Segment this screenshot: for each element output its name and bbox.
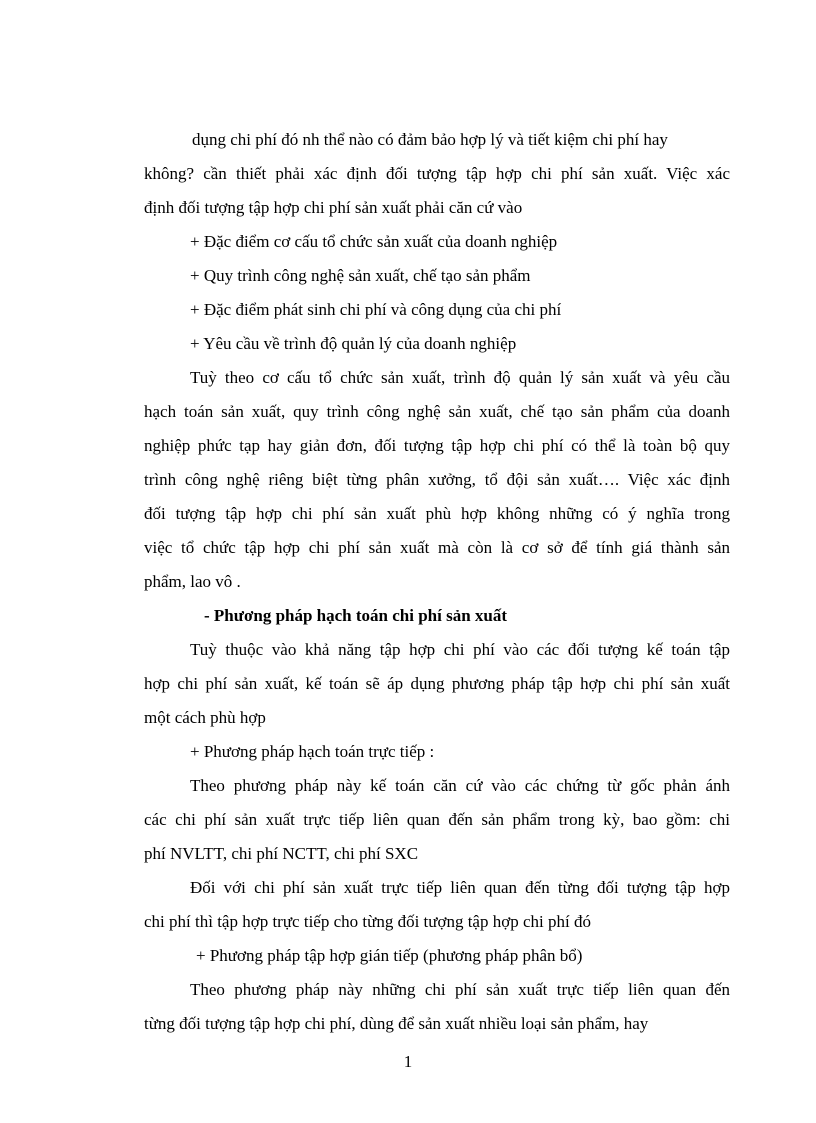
paragraph-line: Tuỳ thuộc vào khả năng tập hợp chi phí vào các đối tượng kế toán tập: [190, 640, 730, 659]
list-item: + Đặc điểm phát sinh chi phí và công dụng của chi phí: [190, 300, 562, 319]
paragraph-line: hạch toán sản xuất, quy trình công nghệ sản xuất, chế tạo sản phẩm của doanh: [144, 402, 730, 421]
paragraph-line: Tuỳ theo cơ cấu tổ chức sản xuất, trình độ quản lý sản xuất và yêu cầu: [190, 368, 730, 387]
paragraph-line: không? cần thiết phải xác định đối tượng tập hợp chi phí sản xuất. Việc xác: [144, 164, 730, 183]
page-number: 1: [403, 1052, 413, 1071]
paragraph-line: các chi phí sản xuất trực tiếp liên quan đến sản phẩm trong kỳ, bao gồm: chi: [144, 810, 730, 829]
paragraph-line: phí NVLTT, chi phí NCTT, chi phí SXC: [144, 844, 419, 863]
paragraph-line: hợp chi phí sản xuất, kế toán sẽ áp dụng phương pháp tập hợp chi phí sản xuất: [144, 674, 730, 693]
paragraph-line: định đối tượng tập hợp chi phí sản xuất phải căn cứ vào: [144, 198, 523, 217]
paragraph-line: phẩm, lao vô .: [144, 572, 241, 591]
paragraph-line: Theo phương pháp này kế toán căn cứ vào các chứng từ gốc phản ánh: [190, 776, 730, 795]
list-item: + Quy trình công nghệ sản xuất, chế tạo sản phẩm: [190, 266, 531, 285]
paragraph-line: từng đối tượng tập hợp chi phí, dùng để sản xuất nhiều loại sản phẩm, hay: [144, 1014, 649, 1033]
paragraph-line: một cách phù hợp: [144, 708, 266, 727]
section-heading: - Phương pháp hạch toán chi phí sản xuất: [204, 606, 508, 625]
paragraph-line: việc tổ chức tập hợp chi phí sản xuất mà còn là cơ sở để tính giá thành sản: [144, 538, 730, 557]
paragraph-line: dụng chi phí đó nh thể nào có đảm bảo hợp lý và tiết kiệm chi phí hay: [192, 130, 668, 149]
paragraph-line: nghiệp phức tạp hay giản đơn, đối tượng tập hợp chi phí có thể là toàn bộ quy: [144, 436, 730, 455]
paragraph-line: đối tượng tập hợp chi phí sản xuất phù hợp không những có ý nghĩa trong: [144, 504, 730, 523]
paragraph-line: trình công nghệ riêng biệt từng phân xưởng, tổ đội sản xuất…. Việc xác định: [144, 470, 730, 489]
list-item: + Yêu cầu về trình độ quản lý của doanh nghiệp: [190, 334, 517, 353]
paragraph-line: chi phí thì tập hợp trực tiếp cho từng đối tượng tập hợp chi phí đó: [144, 912, 591, 931]
list-item: + Phương pháp hạch toán trực tiếp :: [190, 742, 435, 761]
paragraph-line: Đối với chi phí sản xuất trực tiếp liên quan đến từng đối tượng tập hợp: [190, 878, 730, 897]
list-item: + Phương pháp tập hợp gián tiếp (phương pháp phân bổ): [196, 946, 583, 965]
list-item: + Đặc điểm cơ cấu tổ chức sản xuất của doanh nghiệp: [190, 232, 558, 251]
paragraph-line: Theo phương pháp này những chi phí sản xuất trực tiếp liên quan đến: [190, 980, 730, 999]
